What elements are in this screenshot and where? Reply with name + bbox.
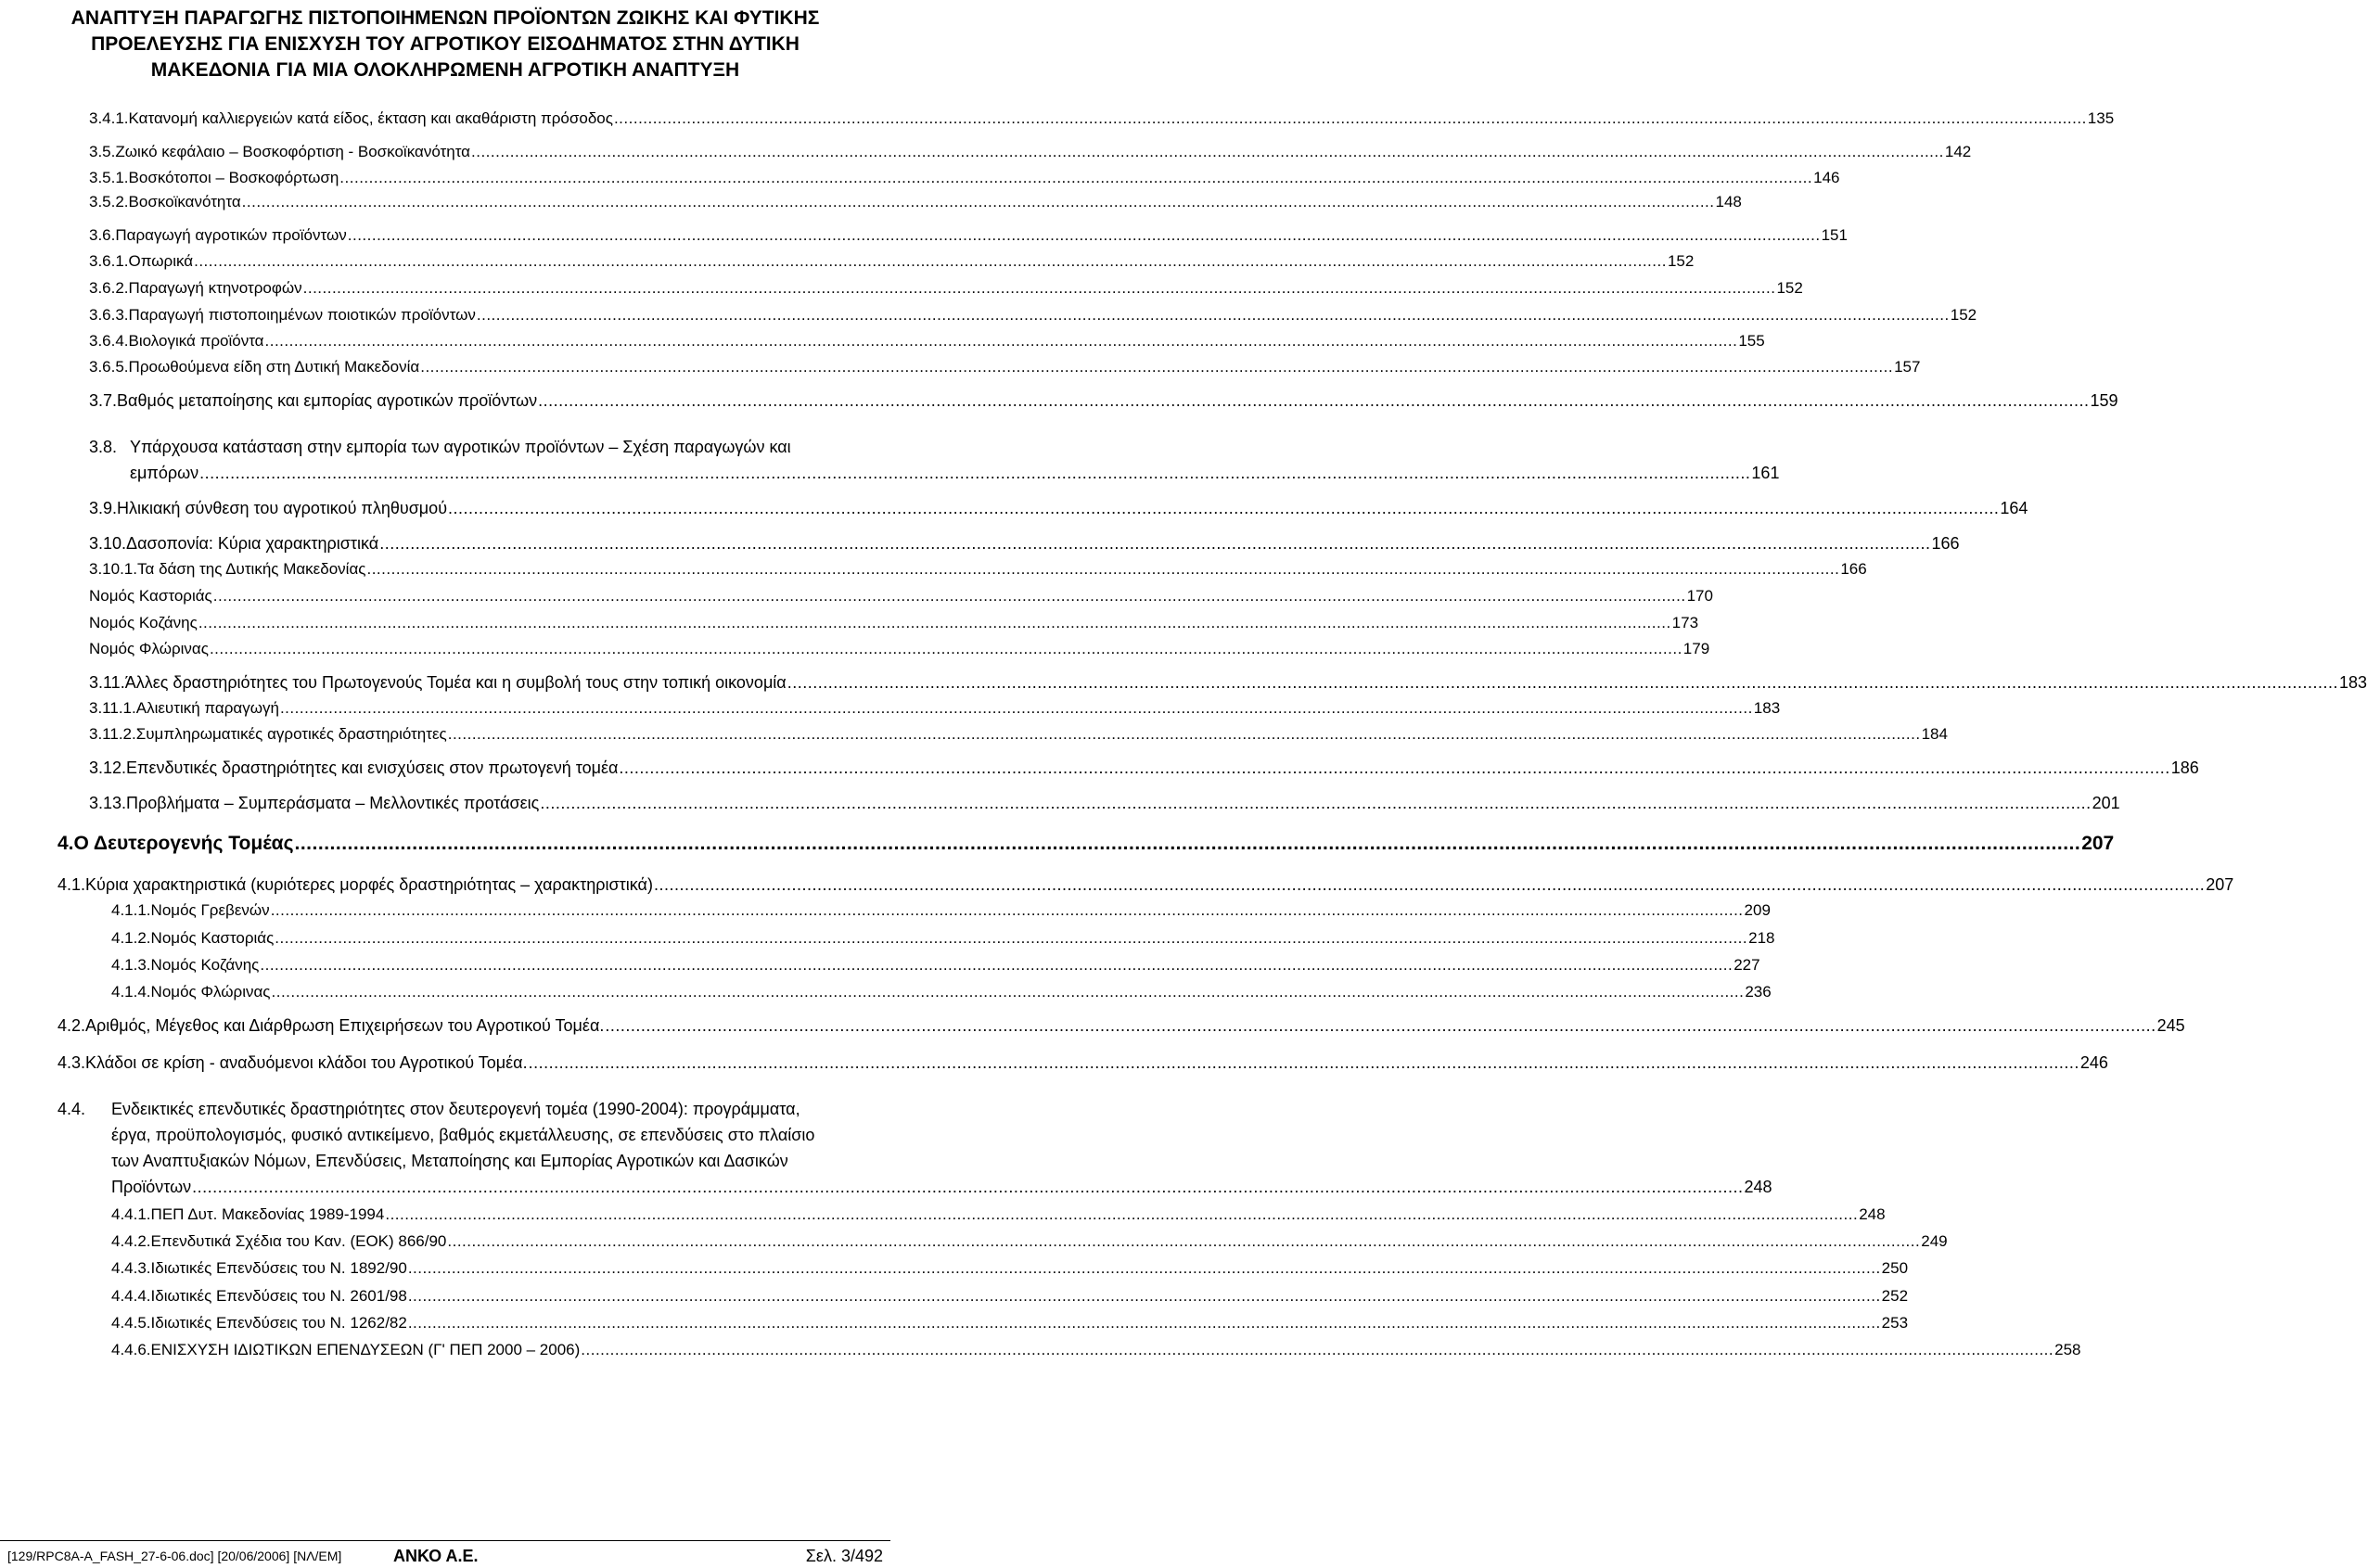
- toc-entry[interactable]: [89, 391, 2118, 411]
- toc-entry-number: 3.13.: [89, 794, 127, 812]
- footer-divider: [0, 1540, 890, 1541]
- toc-entry-continuation: [111, 1152, 788, 1171]
- toc-entry-multiline[interactable]: [89, 438, 791, 457]
- toc-entry-number: 3.6.4.: [89, 332, 129, 350]
- toc-entry-title: Ιδιωτικές Επενδύσεις του Ν. 1262/82: [150, 1314, 407, 1332]
- toc-entry[interactable]: [89, 279, 1803, 298]
- toc-entry-title: Επενδυτικά Σχέδια του Καν. (ΕΟΚ) 866/90: [150, 1232, 447, 1250]
- toc-entry-number: 4.1.3.: [111, 956, 151, 974]
- toc-entry-number: 3.6.1.: [89, 252, 129, 270]
- toc-entry-title-continued: εμπόρων: [130, 464, 199, 482]
- toc-entry-title: Νομός Καστοριάς: [89, 587, 212, 605]
- toc-entry-title: Αλιευτική παραγωγή: [135, 699, 279, 717]
- toc-entry-number: 3.5.2.: [89, 193, 129, 210]
- toc-entry[interactable]: [111, 956, 1760, 975]
- toc-entry[interactable]: [58, 1053, 2108, 1073]
- toc-entry[interactable]: [89, 169, 1840, 187]
- toc-entry-number: 4.4.4.: [111, 1287, 151, 1305]
- toc-entry-title: Προβλήματα – Συμπεράσματα – Μελλοντικές προτάσεις: [126, 794, 540, 812]
- toc-entry-page: 142: [1944, 143, 1972, 160]
- toc-entry-title: Υπάρχουσα κατάσταση στην εμπορία των αγροτικών προϊόντων – Σχέση παραγωγών και: [130, 438, 791, 456]
- toc-entry-page: 250: [1881, 1259, 1909, 1277]
- toc-entry-number: 4.4.5.: [111, 1314, 151, 1332]
- toc-entry-title: Ιδιωτικές Επενδύσεις του Ν. 2601/98: [150, 1287, 407, 1305]
- toc-entry-page: 218: [1748, 929, 1775, 947]
- toc-entry-title: Κύρια χαρακτηριστικά (κυριότερες μορφές δραστηριότητας – χαρακτηριστικά): [85, 875, 653, 894]
- toc-entry-number: 3.5.: [89, 143, 116, 160]
- toc-entry[interactable]: [111, 1232, 1948, 1251]
- toc-leader-dots: [198, 614, 1671, 632]
- toc-entry-page: 245: [2156, 1016, 2185, 1035]
- toc-leader-dots: [408, 1287, 1881, 1306]
- document-footer: [7, 1547, 883, 1567]
- toc-entry-title: Συμπληρωματικές αγροτικές δραστηριότητες: [135, 725, 447, 743]
- toc-entry-page: 201: [2092, 794, 2120, 812]
- toc-leader-dots: [213, 587, 1686, 606]
- toc-entry[interactable]: [89, 193, 1742, 211]
- toc-leader-dots: [385, 1205, 1858, 1224]
- toc-entry-number: 3.12.: [89, 759, 127, 777]
- toc-leader-dots: [366, 560, 1839, 579]
- toc-entry[interactable]: [89, 332, 1765, 351]
- toc-entry-title: Αριθμός, Μέγεθος και Διάρθρωση Επιχειρήσεων του Αγροτικού Τομέα.: [85, 1016, 605, 1035]
- toc-entry-page: 258: [2054, 1341, 2081, 1358]
- toc-entry-number: 3.6.: [89, 226, 116, 244]
- toc-entry-continuation: [111, 1126, 814, 1145]
- toc-entry-title: Προωθούμενα είδη στη Δυτική Μακεδονία: [128, 358, 420, 376]
- toc-entry-title: Κλάδοι σε κρίση - αναδυόμενοι κλάδοι του Αγροτικού Τομέα.: [85, 1053, 528, 1072]
- toc-entry-page: 179: [1682, 640, 1710, 657]
- toc-entry-number: 3.8.: [89, 438, 118, 456]
- toc-entry-number: 3.10.1.: [89, 560, 137, 578]
- toc-entry[interactable]: [111, 901, 1771, 920]
- toc-entry-title: Τα δάση της Δυτικής Μακεδονίας: [137, 560, 366, 578]
- toc-entry-page: 155: [1738, 332, 1765, 350]
- toc-entry-number: 4.4.1.: [111, 1205, 151, 1223]
- toc-leader-dots: [408, 1314, 1881, 1332]
- toc-leader-dots: [471, 143, 1944, 161]
- toc-entry[interactable]: [58, 875, 2234, 895]
- toc-entry-title: Ο Δευτερογενής Τομέας: [73, 833, 294, 854]
- toc-leader-dots: [210, 640, 1682, 658]
- toc-entry-number: 3.11.2.: [89, 725, 136, 743]
- toc-entry-number: 3.6.5.: [89, 358, 129, 376]
- toc-leader-dots: [303, 279, 1776, 298]
- toc-entry-page: 183: [2339, 673, 2367, 692]
- toc-entry-multiline[interactable]: [58, 1100, 800, 1119]
- toc-entry-title: Νομός Καστοριάς: [150, 929, 275, 947]
- toc-entry-number: 3.11.: [89, 673, 125, 692]
- toc-entry-number: 4.4.3.: [111, 1259, 151, 1277]
- toc-entry[interactable]: [111, 1341, 2081, 1359]
- toc-entry-continuation[interactable]: [130, 464, 1780, 483]
- toc-entry-number: 3.10.: [89, 534, 127, 553]
- toc-entry[interactable]: [89, 252, 1695, 271]
- toc-entry[interactable]: [89, 560, 1867, 579]
- toc-entry-number: 3.6.3.: [89, 306, 129, 324]
- toc-entry-page: 252: [1881, 1287, 1909, 1305]
- toc-leader-dots: [448, 499, 1999, 518]
- toc-entry-page: 152: [1667, 252, 1695, 270]
- toc-leader-dots: [448, 725, 1921, 744]
- toc-entry-page: 152: [1950, 306, 1977, 324]
- toc-entry[interactable]: [89, 673, 2367, 693]
- toc-entry-page: 249: [1921, 1232, 1948, 1250]
- toc-entry-page: 207: [2206, 875, 2234, 894]
- toc-entry[interactable]: [89, 499, 2028, 518]
- toc-entry-number: 4.4.: [58, 1100, 86, 1118]
- toc-leader-dots: [272, 983, 1745, 1001]
- toc-entry-page: 159: [2090, 391, 2118, 410]
- toc-leader-dots: [477, 306, 1950, 325]
- toc-entry-title: ΠΕΠ Δυτ. Μακεδονίας 1989-1994: [150, 1205, 385, 1223]
- toc-entry-number: 4.1.: [58, 875, 86, 894]
- toc-entry-title: Ενδεικτικές επενδυτικές δραστηριότητες στον δευτερογενή τομέα (1990-2004): προγράμματα,: [111, 1100, 800, 1118]
- toc-entry-title: Βοσκοϊκανότητα: [128, 193, 241, 210]
- toc-leader-dots: [654, 875, 2205, 895]
- footer-file-info: [129/RPC8A-A_FASH_27-6-06.doc] [20/06/2006] [ΝΛ/ΕΜ]: [7, 1549, 342, 1563]
- toc-entry-page: 152: [1776, 279, 1803, 297]
- toc-entry[interactable]: [89, 358, 1921, 376]
- footer-company: ΑΝΚΟ Α.Ε.: [393, 1547, 479, 1565]
- toc-entry-page: 253: [1881, 1314, 1909, 1332]
- toc-leader-dots: [192, 1178, 1743, 1197]
- toc-entry-number: 4.4.6.: [111, 1341, 151, 1358]
- toc-entry[interactable]: [89, 587, 1713, 606]
- toc-entry-page: 170: [1686, 587, 1713, 605]
- toc-entry-title-continued: των Αναπτυξιακών Νόμων, Επενδύσεις, Μεταποίησης και Εμπορίας Αγροτικών και Δασικών: [111, 1152, 788, 1170]
- toc-entry-title: Ιδιωτικές Επενδύσεις του Ν. 1892/90: [150, 1259, 407, 1277]
- toc-entry[interactable]: [89, 614, 1699, 632]
- toc-entry[interactable]: [89, 794, 2120, 813]
- toc-entry-title: Κατανομή καλλιεργειών κατά είδος, έκταση και ακαθάριστη πρόσοδος: [128, 109, 613, 127]
- toc-entry-title-continued: Προϊόντων: [111, 1178, 192, 1196]
- toc-entry-page: 166: [1931, 534, 1960, 553]
- toc-entry-page: 248: [1859, 1205, 1886, 1223]
- toc-entry-title: Παραγωγή κτηνοτροφών: [128, 279, 302, 297]
- toc-entry-page: 166: [1840, 560, 1867, 578]
- toc-leader-dots: [529, 1053, 2079, 1073]
- toc-entry-page: 248: [1744, 1178, 1772, 1196]
- toc-entry-page: 161: [1751, 464, 1780, 482]
- toc-entry-number: 3.4.1.: [89, 109, 129, 127]
- toc-entry[interactable]: [111, 1259, 1909, 1278]
- toc-entry-page: 173: [1671, 614, 1699, 631]
- toc-entry-title: Νομός Φλώρινας: [150, 983, 271, 1001]
- toc-leader-dots: [787, 673, 2338, 693]
- toc-entry[interactable]: [89, 759, 2199, 778]
- toc-leader-dots: [265, 332, 1738, 351]
- toc-entry-number: 3.6.2.: [89, 279, 129, 297]
- toc-entry-title: Νομός Φλώρινας: [89, 640, 209, 657]
- toc-entry-number: 4.4.2.: [111, 1232, 151, 1250]
- toc-entry-title: Οπωρικά: [128, 252, 194, 270]
- toc-entry-page: 183: [1753, 699, 1781, 717]
- toc-entry-page: 227: [1734, 956, 1760, 974]
- toc-entry-number: 4.3.: [58, 1053, 86, 1072]
- footer-page-number: Σελ. 3/492: [805, 1547, 883, 1565]
- toc-leader-dots: [295, 833, 2081, 855]
- toc-leader-dots: [271, 901, 1744, 920]
- header-line-3: ΜΑΚΕΔΟΝΙΑ ΓΙΑ ΜΙΑ ΟΛΟΚΛΗΡΩΜΕΝΗ ΑΓΡΟΤΙΚΗ ΑΝΑΠΤΥΞΗ: [150, 59, 740, 81]
- toc-entry-title: Ζωικό κεφάλαιο – Βοσκοφόρτιση - Βοσκοϊκανότητα: [115, 143, 471, 160]
- toc-leader-dots: [540, 794, 2091, 813]
- toc-entry-title: Νομός Γρεβενών: [150, 901, 270, 919]
- toc-leader-dots: [275, 929, 1747, 948]
- toc-entry-title: ΕΝΙΣΧΥΣΗ ΙΔΙΩΤΙΚΩΝ ΕΠΕΝΔΥΣΕΩΝ (Γ' ΠΕΠ 2000 – 2006): [150, 1341, 581, 1358]
- header-line-1: ΑΝΑΠΤΥΞΗ ΠΑΡΑΓΩΓΗΣ ΠΙΣΤΟΠΟΙΗΜΕΝΩΝ ΠΡΟΪΟΝΤΩΝ ΖΩΙΚΗΣ ΚΑΙ ΦΥΤΙΚΗΣ: [70, 7, 820, 29]
- toc-entry-page: 184: [1921, 725, 1948, 743]
- toc-entry-number: 4.1.2.: [111, 929, 151, 947]
- toc-entry-number: 3.7.: [89, 391, 118, 410]
- toc-entry-page: 236: [1745, 983, 1772, 1001]
- toc-leader-dots: [339, 169, 1812, 187]
- toc-entry-title: Παραγωγή αγροτικών προϊόντων: [115, 226, 347, 244]
- toc-entry-title: Ηλικιακή σύνθεση του αγροτικού πληθυσμού: [117, 499, 448, 517]
- toc-leader-dots: [260, 956, 1733, 975]
- toc-chapter-entry[interactable]: [58, 833, 2115, 855]
- toc-leader-dots: [619, 759, 2169, 778]
- toc-entry-title: Παραγωγή πιστοποιημένων ποιοτικών προϊόντων: [128, 306, 476, 324]
- toc-leader-dots: [538, 391, 2089, 411]
- toc-leader-dots: [581, 1341, 2054, 1359]
- toc-entry-continuation[interactable]: [111, 1178, 1772, 1197]
- toc-entry-title: Βαθμός μεταποίησης και εμπορίας αγροτικών προϊόντων: [117, 391, 538, 410]
- toc-entry-title-continued: έργα, προϋπολογισμός, φυσικό αντικείμενο, βαθμός εκμετάλλευσης, σε επενδύσεις στο πλαίσιο: [111, 1126, 815, 1144]
- toc-entry-number: 3.5.1.: [89, 169, 129, 186]
- toc-entry-title: Επενδυτικές δραστηριότητες και ενισχύσεις στον πρωτογενή τομέα: [126, 759, 619, 777]
- toc-entry[interactable]: [111, 929, 1775, 948]
- toc-leader-dots: [242, 193, 1715, 211]
- toc-entry-title: Βιολογικά προϊόντα: [128, 332, 264, 350]
- toc-leader-dots: [614, 109, 2087, 128]
- toc-entry[interactable]: [89, 725, 1948, 744]
- toc-entry[interactable]: [89, 109, 2115, 128]
- toc-entry-title: Νομός Κοζάνης: [89, 614, 198, 631]
- toc-entry-page: 135: [2087, 109, 2115, 127]
- toc-entry-title: Άλλες δραστηριότητες του Πρωτογενούς Τομέα και η συμβολή τους στην τοπική οικονομία: [124, 673, 787, 692]
- toc-entry-number: 4.2.: [58, 1016, 86, 1035]
- toc-entry[interactable]: [111, 1314, 1909, 1332]
- header-line-2: ΠΡΟΕΛΕΥΣΗΣ ΓΙΑ ΕΝΙΣΧΥΣΗ ΤΟΥ ΑΓΡΟΤΙΚΟΥ ΕΙΣΟΔΗΜΑΤΟΣ ΣΤΗΝ ΔΥΤΙΚΗ: [91, 33, 800, 55]
- toc-entry-page: 207: [2081, 833, 2115, 854]
- toc-leader-dots: [420, 358, 1893, 376]
- toc-leader-dots: [408, 1259, 1881, 1278]
- toc-entry-page: 157: [1894, 358, 1921, 376]
- toc-entry-number: 3.11.1.: [89, 699, 136, 717]
- toc-entry[interactable]: [111, 1205, 1886, 1224]
- toc-entry-page: 209: [1744, 901, 1771, 919]
- toc-entry-number: 3.9.: [89, 499, 118, 517]
- toc-leader-dots: [194, 252, 1667, 271]
- toc-entry-title: Δασοπονία: Κύρια χαρακτηριστικά: [126, 534, 379, 553]
- toc-leader-dots: [199, 464, 1750, 483]
- toc-entry-title: Νομός Κοζάνης: [150, 956, 260, 974]
- toc-entry[interactable]: [89, 534, 1960, 554]
- toc-leader-dots: [348, 226, 1821, 245]
- toc-entry-page: 146: [1813, 169, 1840, 186]
- toc-entry[interactable]: [89, 699, 1781, 718]
- toc-entry-page: 148: [1715, 193, 1742, 210]
- toc-entry-title: Βοσκότοποι – Βοσκοφόρτωση: [128, 169, 339, 186]
- toc-entry-page: 186: [2170, 759, 2199, 777]
- toc-entry[interactable]: [89, 143, 1972, 161]
- toc-entry-page: 151: [1821, 226, 1848, 244]
- toc-entry[interactable]: [111, 1287, 1909, 1306]
- toc-entry-page: 246: [2079, 1053, 2108, 1072]
- toc-entry-number: 4.1.1.: [111, 901, 151, 919]
- toc-leader-dots: [379, 534, 1930, 554]
- toc-entry[interactable]: [89, 306, 1977, 325]
- toc-leader-dots: [605, 1016, 2156, 1036]
- toc-entry-number: 4.1.4.: [111, 983, 151, 1001]
- toc-entry[interactable]: [89, 226, 1848, 245]
- toc-entry-page: 164: [2000, 499, 2028, 517]
- toc-entry[interactable]: [111, 983, 1772, 1001]
- toc-leader-dots: [447, 1232, 1920, 1251]
- toc-leader-dots: [280, 699, 1753, 718]
- toc-entry[interactable]: [89, 640, 1710, 658]
- toc-entry[interactable]: [58, 1016, 2185, 1036]
- toc-entry-number: 4.: [58, 833, 74, 854]
